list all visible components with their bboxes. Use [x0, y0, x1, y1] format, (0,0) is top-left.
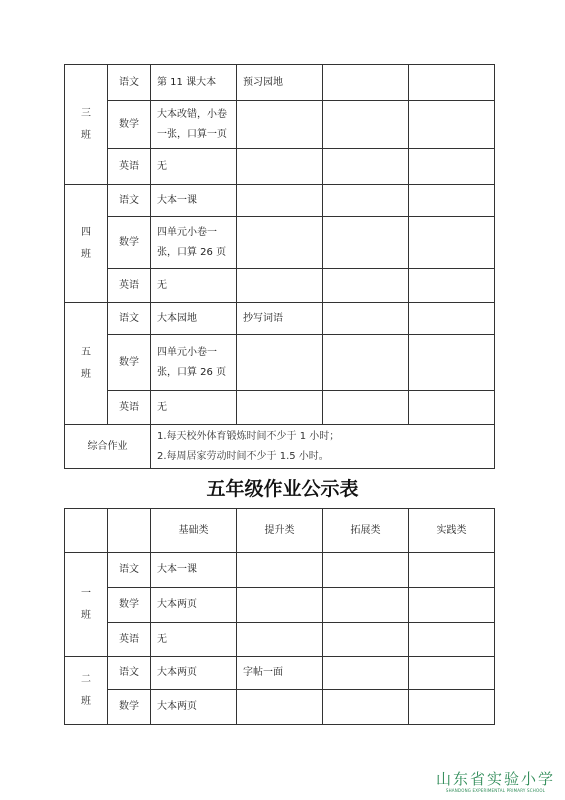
- subject-label: 数学: [108, 217, 151, 269]
- advance-cell: 预习园地: [237, 65, 323, 101]
- header-row: [65, 509, 495, 553]
- summary-text: [151, 425, 495, 469]
- table-row: [65, 588, 495, 623]
- basic-cell: 大本一课: [151, 185, 237, 217]
- subject-label: 数学: [108, 690, 151, 725]
- extend-cell: [323, 690, 409, 725]
- practice-cell: [409, 269, 495, 303]
- basic-cell: 第 11 课大本: [151, 65, 237, 101]
- basic-cell: 大本两页: [151, 690, 237, 725]
- table-row: [65, 149, 495, 185]
- practice-cell: [409, 149, 495, 185]
- extend-cell: [323, 657, 409, 690]
- extend-cell: [323, 217, 409, 269]
- practice-cell: [409, 303, 495, 335]
- basic-cell: 无: [151, 269, 237, 303]
- extend-cell: [323, 149, 409, 185]
- advance-cell: 字帖一面: [237, 657, 323, 690]
- summary-label: 综合作业: [65, 425, 151, 469]
- summary-line: 2.每周居家劳动时间不少于 1.5 小时。: [157, 450, 329, 462]
- extend-cell: [323, 553, 409, 588]
- practice-cell: [409, 65, 495, 101]
- table-row: [65, 335, 495, 391]
- subject-label: 数学: [108, 335, 151, 391]
- advance-cell: 抄写词语: [237, 303, 323, 335]
- subject-label: 英语: [108, 149, 151, 185]
- school-logo: [436, 770, 555, 794]
- advance-cell: [237, 690, 323, 725]
- advance-cell: [237, 588, 323, 623]
- class-label: 一 班: [65, 553, 108, 657]
- extend-cell: [323, 391, 409, 425]
- basic-cell: 四单元小卷一张，口算 26 页: [151, 335, 237, 391]
- basic-cell: 大本改错，小卷一张，口算一页: [151, 101, 237, 149]
- extend-cell: [323, 588, 409, 623]
- extend-cell: [323, 185, 409, 217]
- advance-cell: [237, 217, 323, 269]
- table-row: [65, 623, 495, 657]
- school-logo-name: 山东省实验小学: [435, 770, 555, 788]
- basic-cell: 大本园地: [151, 303, 237, 335]
- practice-cell: [409, 657, 495, 690]
- table-row: [65, 303, 495, 335]
- subject-label: 语文: [108, 303, 151, 335]
- table-row: [65, 217, 495, 269]
- subject-label: 英语: [108, 391, 151, 425]
- summary-line: 1.每天校外体育锻炼时间不少于 1 小时；: [157, 430, 340, 442]
- advance-cell: [237, 335, 323, 391]
- advance-cell: [237, 391, 323, 425]
- subject-label: 语文: [108, 657, 151, 690]
- extend-cell: [323, 303, 409, 335]
- corner-cell: [108, 509, 151, 553]
- basic-cell: 四单元小卷一张，口算 26 页: [151, 217, 237, 269]
- subject-label: 英语: [108, 269, 151, 303]
- advance-cell: [237, 149, 323, 185]
- basic-cell: 无: [151, 391, 237, 425]
- class-label: 三 班: [65, 65, 108, 185]
- extend-cell: [323, 65, 409, 101]
- school-logo-english: SHANDONG EXPERIMENTAL PRIMARY SCHOOL: [445, 788, 546, 793]
- table-row: [65, 690, 495, 725]
- practice-cell: [409, 690, 495, 725]
- advance-cell: [237, 101, 323, 149]
- column-header-basic: 基础类: [151, 509, 237, 553]
- column-header-practice: 实践类: [409, 509, 495, 553]
- advance-cell: [237, 185, 323, 217]
- table-row: [65, 269, 495, 303]
- advance-cell: [237, 623, 323, 657]
- basic-cell: 无: [151, 149, 237, 185]
- subject-label: 数学: [108, 101, 151, 149]
- table-row: [65, 553, 495, 588]
- subject-label: 语文: [108, 65, 151, 101]
- practice-cell: [409, 101, 495, 149]
- practice-cell: [409, 623, 495, 657]
- extend-cell: [323, 269, 409, 303]
- table-row: [65, 65, 495, 101]
- basic-cell: 无: [151, 623, 237, 657]
- advance-cell: [237, 553, 323, 588]
- column-header-extend: 拓展类: [323, 509, 409, 553]
- homework-table-top: [64, 64, 495, 469]
- basic-cell: 大本一课: [151, 553, 237, 588]
- corner-cell: [65, 509, 108, 553]
- homework-table-bottom: [64, 508, 495, 725]
- practice-cell: [409, 588, 495, 623]
- advance-cell: [237, 269, 323, 303]
- table-row: [65, 185, 495, 217]
- practice-cell: [409, 335, 495, 391]
- subject-label: 语文: [108, 553, 151, 588]
- column-header-advance: 提升类: [237, 509, 323, 553]
- subject-label: 数学: [108, 588, 151, 623]
- class-label: 二 班: [65, 657, 108, 725]
- table-row: [65, 657, 495, 690]
- extend-cell: [323, 335, 409, 391]
- extend-cell: [323, 623, 409, 657]
- practice-cell: [409, 217, 495, 269]
- basic-cell: 大本两页: [151, 657, 237, 690]
- class-label: 五 班: [65, 303, 108, 425]
- table-row: [65, 391, 495, 425]
- class-label: 四 班: [65, 185, 108, 303]
- practice-cell: [409, 185, 495, 217]
- subject-label: 语文: [108, 185, 151, 217]
- subject-label: 英语: [108, 623, 151, 657]
- practice-cell: [409, 391, 495, 425]
- extend-cell: [323, 101, 409, 149]
- practice-cell: [409, 553, 495, 588]
- table-row: [65, 101, 495, 149]
- page-title: 五年级作业公示表: [206, 478, 359, 500]
- basic-cell: 大本两页: [151, 588, 237, 623]
- summary-row: [65, 425, 495, 469]
